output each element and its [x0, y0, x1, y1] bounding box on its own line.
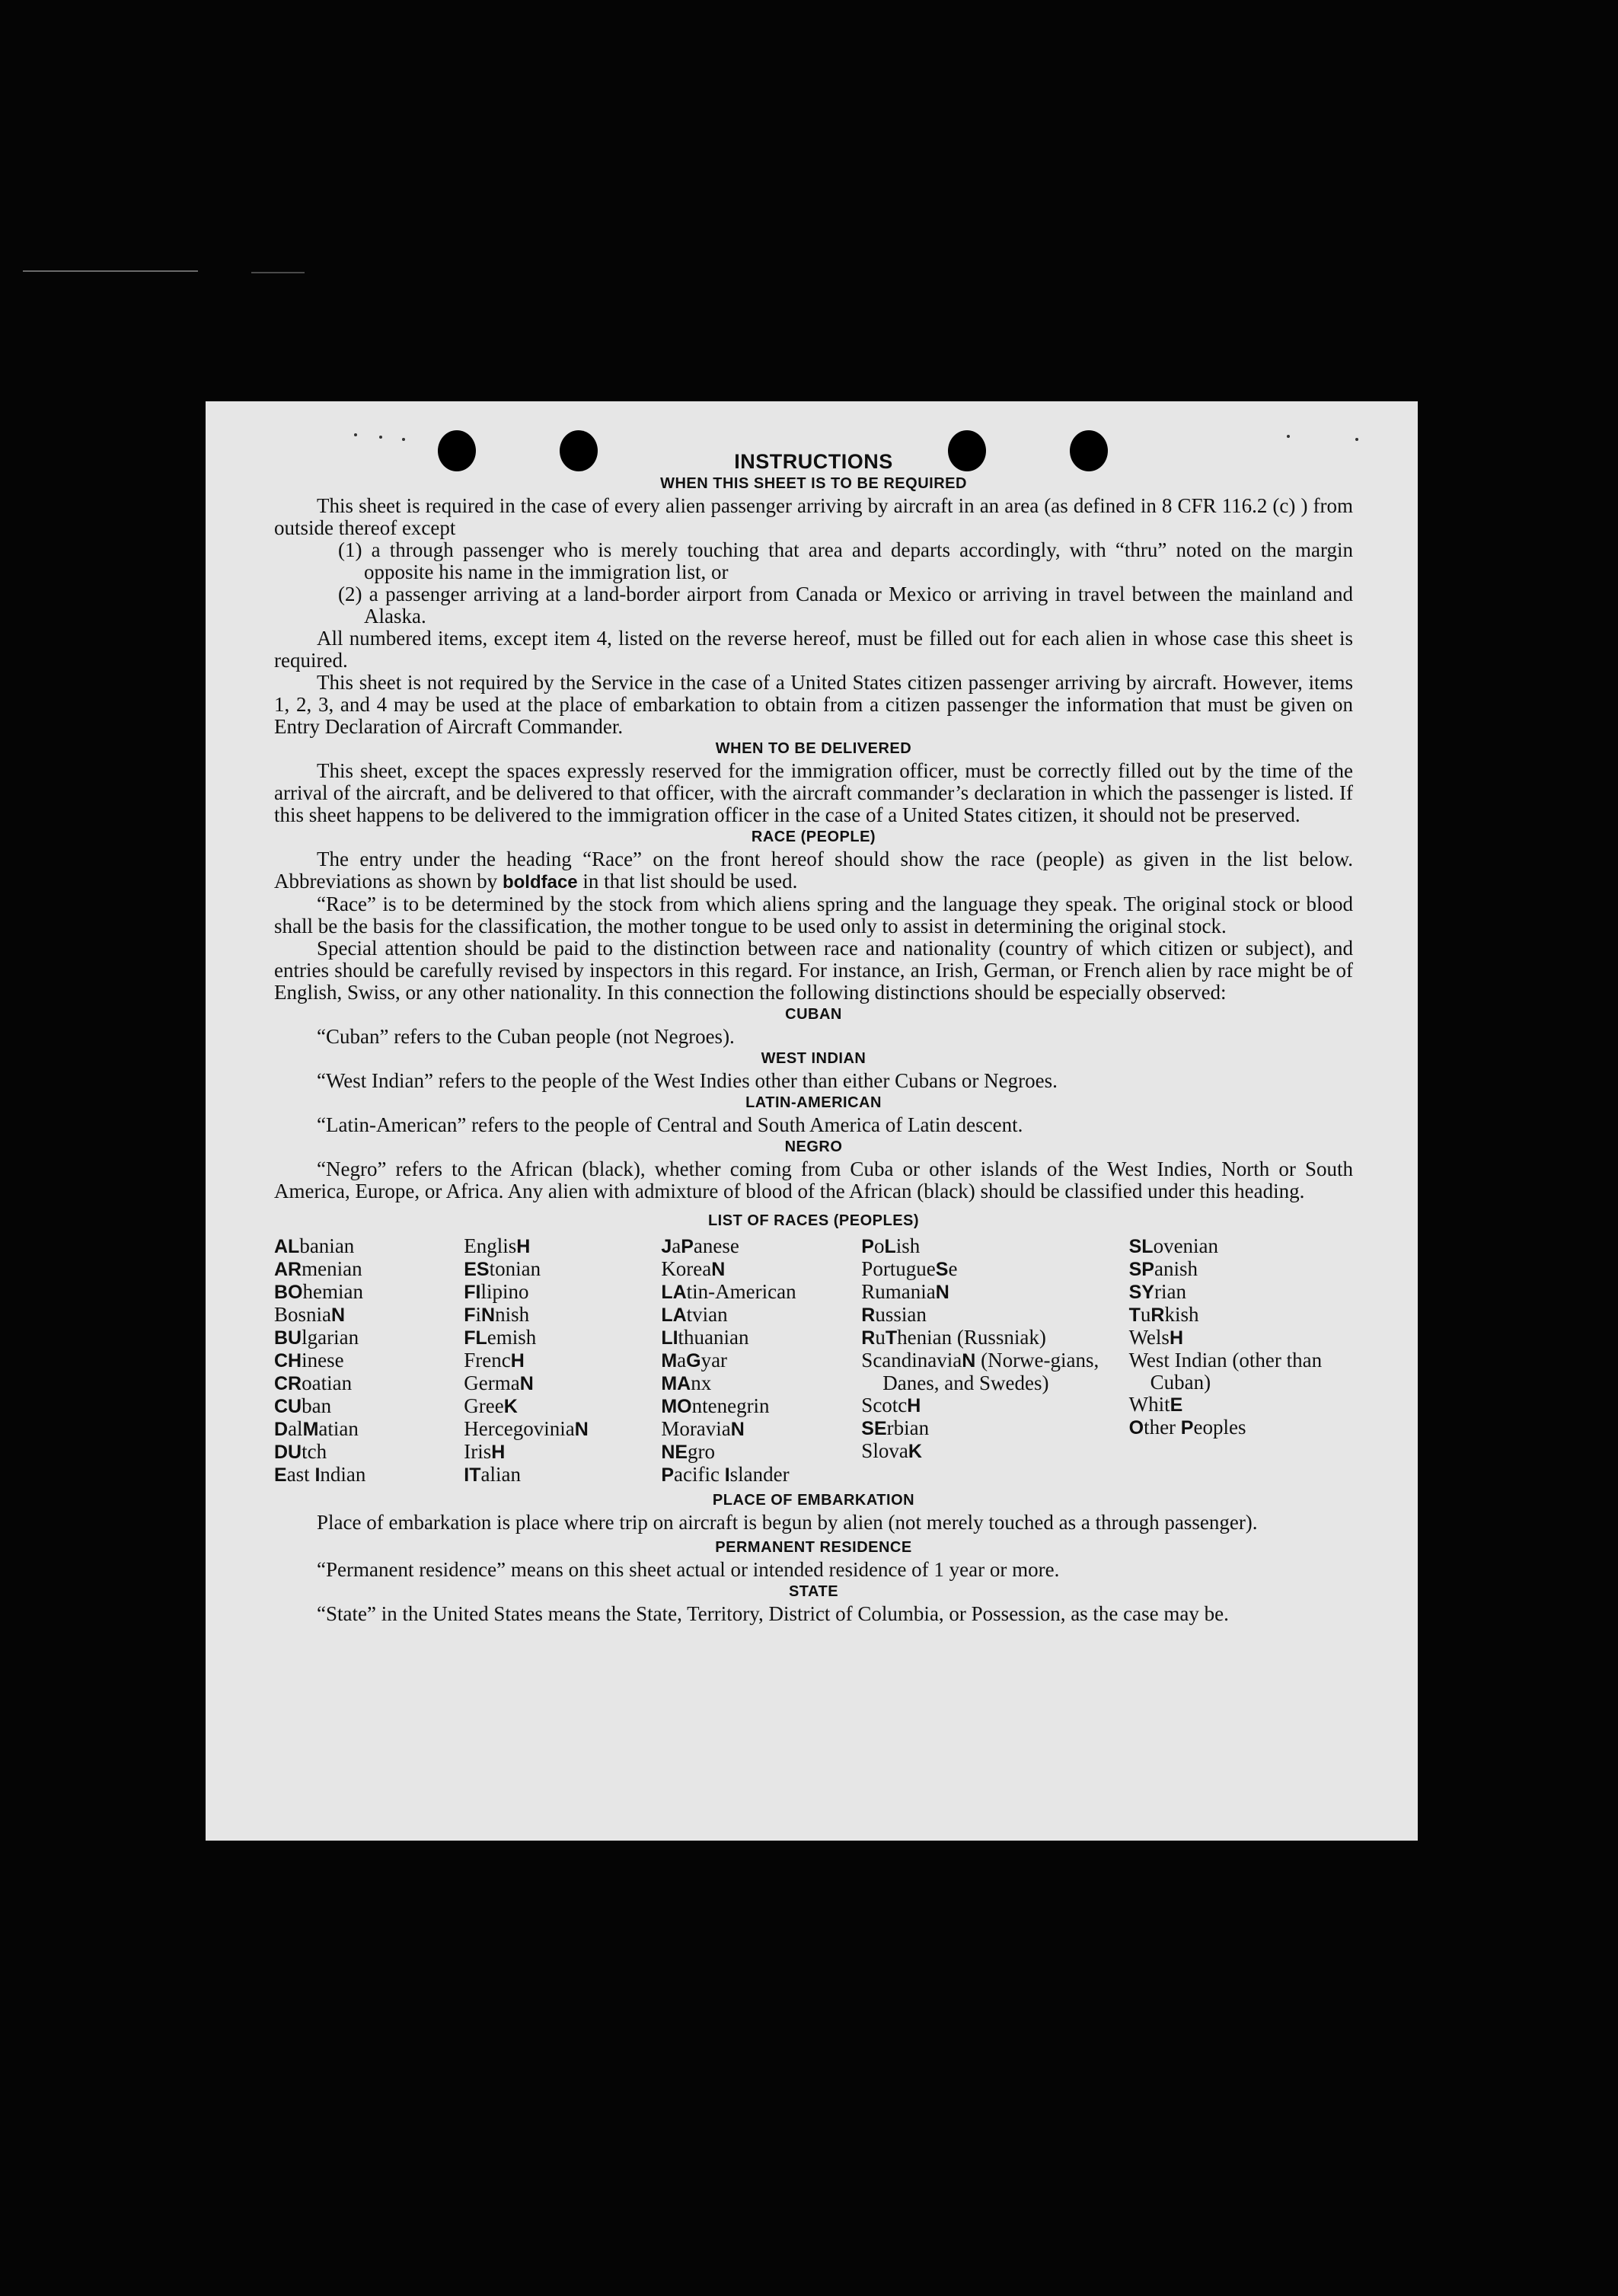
paragraph: Special attention should be paid to the distinction between race and nationality (country of which citizen or subject), and entries should be carefully revised by inspectors in this regard. For instance, an Irish, German, or French alien by race might be of English, Swiss, or any other nationality. In this connection the following distinctions should be especially observed: [274, 937, 1353, 1004]
race-abbrev: H [516, 1236, 531, 1257]
race-abbrev: FL [464, 1327, 487, 1349]
race-abbrev: I [724, 1464, 730, 1486]
race-entry [274, 1349, 464, 1372]
race-text: i [475, 1303, 482, 1326]
race-entry [464, 1258, 661, 1281]
section-heading: PERMANENT RESIDENCE [715, 1539, 912, 1556]
race-entry [464, 1235, 661, 1258]
race-abbrev: MA [661, 1373, 691, 1394]
paragraph: All numbered items, except item 4, listed on the reverse hereof, must be filled out for each alien in whose case this sheet is required. [274, 627, 1353, 672]
section-heading: PLACE OF EMBARKATION [712, 1492, 915, 1509]
race-text: Slova [861, 1439, 908, 1462]
race-entry [274, 1464, 464, 1486]
paragraph: “Cuban” refers to the Cuban people (not Negroes). [317, 1025, 735, 1048]
race-entry [1129, 1416, 1353, 1439]
race-abbrev: N [962, 1350, 976, 1372]
race-text: lipino [480, 1280, 529, 1303]
race-text: Frenc [464, 1349, 511, 1372]
race-column [661, 1235, 861, 1486]
paragraph: This sheet is not required by the Service in the case of a United States citizen passenger arriving by aircraft. However, items 1, 2, 3, and 4 may be used at the place of embarkation to obtain from a citizen passenger the information that must be given on Entry Declaration of Aircraft Commander. [274, 671, 1353, 738]
race-entry [1129, 1304, 1353, 1327]
race-text: gro [688, 1440, 716, 1463]
race-abbrev: BU [274, 1327, 302, 1349]
race-text: oatian [302, 1372, 353, 1394]
race-entry [464, 1281, 661, 1304]
race-entry [861, 1304, 1128, 1327]
race-text: ntenegrin [691, 1394, 770, 1417]
race-entry [274, 1304, 464, 1327]
race-entry [1129, 1327, 1353, 1349]
race-text: u [875, 1326, 886, 1349]
race-abbrev: N [481, 1304, 496, 1326]
section-heading: STATE [788, 1583, 839, 1600]
race-abbrev: K [503, 1396, 518, 1417]
section-cuban [274, 1004, 1353, 1048]
race-entry [861, 1235, 1128, 1258]
section-heading: RACE (PEOPLE) [751, 829, 876, 845]
race-entry [464, 1327, 661, 1349]
race-abbrev: R [861, 1304, 876, 1326]
race-text: ther [1144, 1416, 1181, 1439]
race-entry [274, 1281, 464, 1304]
race-abbrev: I [314, 1464, 321, 1486]
race-abbrev: H [491, 1442, 506, 1463]
race-abbrev: N [574, 1419, 589, 1440]
race-entry [661, 1258, 861, 1281]
race-text: Bosnia [274, 1303, 332, 1326]
race-entry [1129, 1281, 1353, 1304]
race-abbrev: O [1128, 1417, 1144, 1439]
race-entry [661, 1464, 861, 1486]
race-abbrev: CR [274, 1373, 302, 1394]
race-abbrev: E [274, 1464, 287, 1486]
section-west-indian [274, 1048, 1353, 1092]
race-text: Iris [464, 1440, 492, 1463]
text-run: in that list should be used. [582, 870, 798, 893]
race-entry [274, 1418, 464, 1441]
race-abbrev: M [661, 1350, 678, 1372]
scan-artifact-line [251, 272, 305, 273]
race-text: Germa [464, 1372, 520, 1394]
paragraph: “Race” is to be determined by the stock from which aliens spring and the language they speak. The original stock or blood shall be the basis for the classification, the mother tongue to be used only to assist in determining the original stock. [274, 893, 1353, 937]
race-text: eoples [1193, 1416, 1246, 1439]
section-heading: WEST INDIAN [761, 1050, 866, 1067]
race-entry [1129, 1349, 1353, 1394]
race-entry [661, 1418, 861, 1441]
punch-hole [560, 430, 598, 471]
punch-hole [1070, 430, 1108, 471]
race-abbrev: S [935, 1259, 949, 1280]
bold-word: boldface [502, 872, 578, 893]
race-text: o [873, 1234, 885, 1257]
list-item: (2) a passenger arriving at a land-border airport from Canada or Mexico or arriving in travel between the mainland and Alaska. [338, 583, 1353, 627]
race-entry [661, 1235, 861, 1258]
races-table [274, 1235, 1353, 1486]
race-abbrev: LA [661, 1282, 687, 1303]
race-text: ussian [875, 1303, 927, 1326]
race-entry [274, 1441, 464, 1464]
scan-speck [1355, 438, 1358, 441]
race-abbrev: H [510, 1350, 525, 1372]
race-text: Moravia [661, 1417, 731, 1440]
race-entry [464, 1372, 661, 1395]
section-state [274, 1581, 1353, 1625]
race-entry [1129, 1258, 1353, 1281]
section-required [274, 473, 1353, 738]
section-heading: LATIN-AMERICAN [745, 1094, 882, 1111]
race-abbrev: P [681, 1236, 694, 1257]
paragraph: “West Indian” refers to the people of the West Indies other than either Cubans or Negroes. [317, 1069, 1058, 1092]
race-text: Scandinavia [861, 1349, 962, 1372]
race-entry [661, 1441, 861, 1464]
race-abbrev: N [711, 1259, 726, 1280]
punch-hole [438, 430, 476, 471]
paragraph: “State” in the United States means the State, Territory, District of Columbia, or Possession, as the case may be. [317, 1602, 1229, 1625]
race-text: acific [674, 1463, 725, 1486]
race-column [861, 1235, 1128, 1486]
race-entry [274, 1235, 464, 1258]
race-entry [861, 1281, 1128, 1304]
race-column [464, 1235, 661, 1486]
race-text: e [948, 1257, 958, 1280]
race-text: banian [299, 1234, 355, 1257]
race-text: ast [286, 1463, 315, 1486]
race-entry [661, 1304, 861, 1327]
race-entry [861, 1349, 1128, 1394]
race-text: Wels [1128, 1326, 1170, 1349]
race-entry [861, 1440, 1128, 1463]
section-residence [274, 1537, 1353, 1581]
race-entry [464, 1464, 661, 1486]
race-text: nish [495, 1303, 530, 1326]
race-entry [274, 1372, 464, 1395]
race-text: Englis [464, 1234, 517, 1257]
race-abbrev: CU [274, 1396, 302, 1417]
race-text: Gree [464, 1394, 504, 1417]
race-entry [861, 1394, 1128, 1417]
section-heading: WHEN THIS SHEET IS TO BE REQUIRED [660, 475, 967, 492]
race-text: kish [1164, 1303, 1199, 1326]
race-abbrev: SP [1128, 1259, 1154, 1280]
race-abbrev: SY [1128, 1282, 1154, 1303]
race-text: inese [302, 1349, 344, 1372]
section-races-list [274, 1210, 1353, 1486]
race-text: atian [318, 1417, 359, 1440]
race-text: ish [895, 1234, 921, 1257]
race-abbrev: BO [274, 1282, 303, 1303]
race-abbrev: AL [274, 1236, 300, 1257]
section-negro [274, 1136, 1353, 1202]
race-abbrev: T [1128, 1304, 1141, 1326]
race-text: a [672, 1234, 681, 1257]
race-text: yar [700, 1349, 728, 1372]
race-text: menian [302, 1257, 362, 1280]
section-heading: NEGRO [784, 1138, 843, 1155]
race-entry [464, 1395, 661, 1418]
section-heading: LIST OF RACES (PEOPLES) [707, 1212, 920, 1229]
paragraph: “Permanent residence” means on this sheet actual or intended residence of 1 year or more. [317, 1558, 1060, 1581]
race-abbrev: SE [861, 1418, 887, 1439]
race-text: tvian [686, 1303, 728, 1326]
race-abbrev: NE [661, 1442, 688, 1463]
race-entry [1129, 1394, 1353, 1416]
race-entry [464, 1349, 661, 1372]
paragraph: Place of embarkation is place where trip on aircraft is begun by alien (not merely touched as a through passenger). [317, 1511, 1258, 1534]
race-abbrev: FI [464, 1282, 481, 1303]
race-abbrev: P [861, 1236, 874, 1257]
race-text: emish [487, 1326, 537, 1349]
race-text: (Norwe-gians, Danes, and Swedes) [882, 1349, 1099, 1394]
race-entry [464, 1304, 661, 1327]
paragraph: “Negro” refers to the African (black), whether coming from Cuba or other islands of the West Indies, North or South America, Europe, or Africa. Any alien with admixture of blood of the African (black) should be classified under this heading. [274, 1158, 1353, 1202]
section-delivered [274, 738, 1353, 826]
race-abbrev: SL [1128, 1236, 1154, 1257]
race-entry [661, 1327, 861, 1349]
race-abbrev: N [331, 1304, 346, 1326]
race-text: ndian [320, 1463, 366, 1486]
race-text: alian [480, 1463, 521, 1486]
race-text: al [288, 1417, 303, 1440]
race-entry [861, 1327, 1128, 1349]
section-heading: CUBAN [785, 1006, 842, 1023]
section-race [274, 826, 1353, 1004]
race-text: nx [691, 1372, 712, 1394]
scan-speck [354, 433, 357, 436]
race-text: rian [1154, 1280, 1186, 1303]
race-text: a [677, 1349, 687, 1372]
race-entry [861, 1258, 1128, 1281]
race-entry [464, 1418, 661, 1441]
race-abbrev: K [908, 1441, 922, 1462]
race-abbrev: LI [661, 1327, 678, 1349]
race-entry [1129, 1235, 1353, 1258]
race-abbrev: DU [274, 1442, 302, 1463]
race-entry [661, 1349, 861, 1372]
race-abbrev: F [464, 1304, 476, 1326]
section-heading: WHEN TO BE DELIVERED [715, 740, 912, 757]
scan-speck [379, 436, 382, 439]
race-entry [274, 1258, 464, 1281]
race-abbrev: G [686, 1350, 701, 1372]
race-abbrev: E [1170, 1394, 1183, 1416]
race-abbrev: L [884, 1236, 896, 1257]
paragraph: This sheet is required in the case of every alien passenger arriving by aircraft in an area (as defined in 8 CFR 116.2 (c) ) from outside thereof except [274, 494, 1353, 539]
race-text: Korea [661, 1257, 712, 1280]
race-column [274, 1235, 464, 1486]
race-text: anish [1154, 1257, 1198, 1280]
race-entry [661, 1281, 861, 1304]
race-text: West Indian (other than Cuban) [1128, 1349, 1323, 1394]
race-text: thuanian [678, 1326, 749, 1349]
race-abbrev: MO [661, 1396, 692, 1417]
race-text: Rumania [861, 1280, 936, 1303]
race-entry [661, 1395, 861, 1418]
race-abbrev: N [935, 1282, 949, 1303]
page-title: INSTRUCTIONS [734, 450, 893, 473]
race-text: Portugue [861, 1257, 936, 1280]
race-abbrev: D [274, 1419, 289, 1440]
race-abbrev: H [1169, 1327, 1183, 1349]
race-entry [274, 1395, 464, 1418]
race-abbrev: N [519, 1373, 534, 1394]
race-abbrev: ES [464, 1259, 490, 1280]
race-abbrev: T [885, 1327, 898, 1349]
race-text: Hercegovinia [464, 1417, 575, 1440]
text-run: The entry under the heading “Race” on the front hereof should show the race (people) as given in the list below. Abbreviations as shown by [274, 848, 1353, 893]
race-text: ovenian [1153, 1234, 1219, 1257]
race-text: anese [693, 1234, 739, 1257]
race-text: ban [302, 1394, 332, 1417]
race-text: u [1140, 1303, 1151, 1326]
race-abbrev: IT [464, 1464, 481, 1486]
race-abbrev: R [861, 1327, 876, 1349]
race-abbrev: H [907, 1395, 921, 1416]
paragraph: “Latin-American” refers to the people of Central and South America of Latin descent. [317, 1113, 1023, 1136]
scan-speck [1287, 435, 1290, 438]
section-embarkation [274, 1490, 1353, 1534]
race-abbrev: CH [274, 1350, 302, 1372]
race-abbrev: M [302, 1419, 319, 1440]
race-abbrev: J [661, 1236, 672, 1257]
race-text: hemian [302, 1280, 363, 1303]
race-text: slander [729, 1463, 790, 1486]
list-item: (1) a through passenger who is merely touching that area and departs accordingly, with “thru” noted on the margin opposite his name in the immigration list, or [338, 538, 1353, 583]
race-text: tch [302, 1440, 327, 1463]
race-text: rbian [886, 1416, 930, 1439]
race-abbrev: N [730, 1419, 745, 1440]
race-text: henian (Russniak) [897, 1326, 1046, 1349]
punch-hole [948, 430, 986, 471]
race-entry [861, 1417, 1128, 1440]
race-abbrev: P [1180, 1417, 1194, 1439]
race-text: tin-American [686, 1280, 796, 1303]
race-entry [661, 1372, 861, 1395]
instruction-sheet [206, 401, 1418, 1841]
race-abbrev: AR [274, 1259, 302, 1280]
race-abbrev: R [1150, 1304, 1165, 1326]
race-entry [464, 1441, 661, 1464]
race-text: tonian [489, 1257, 541, 1280]
paragraph: This sheet, except the spaces expressly reserved for the immigration officer, must be correctly filled out by the time of the arrival of the aircraft, and be delivered to that officer, with the aircraft commander’s declaration in which the passenger is listed. If this sheet happens to be delivered to the immigration officer in the case of a United States citizen, it should not be preserved. [274, 759, 1353, 826]
race-text: Scotc [861, 1394, 908, 1416]
race-abbrev: LA [661, 1304, 687, 1326]
race-entry [274, 1327, 464, 1349]
paragraph [274, 848, 1353, 893]
scan-speck [402, 438, 405, 441]
section-latin-american [274, 1092, 1353, 1136]
race-abbrev: P [661, 1464, 674, 1486]
race-column [1129, 1235, 1353, 1486]
race-text: lgarian [302, 1326, 359, 1349]
scan-artifact-line [23, 270, 198, 272]
race-text: Whit [1128, 1393, 1170, 1416]
